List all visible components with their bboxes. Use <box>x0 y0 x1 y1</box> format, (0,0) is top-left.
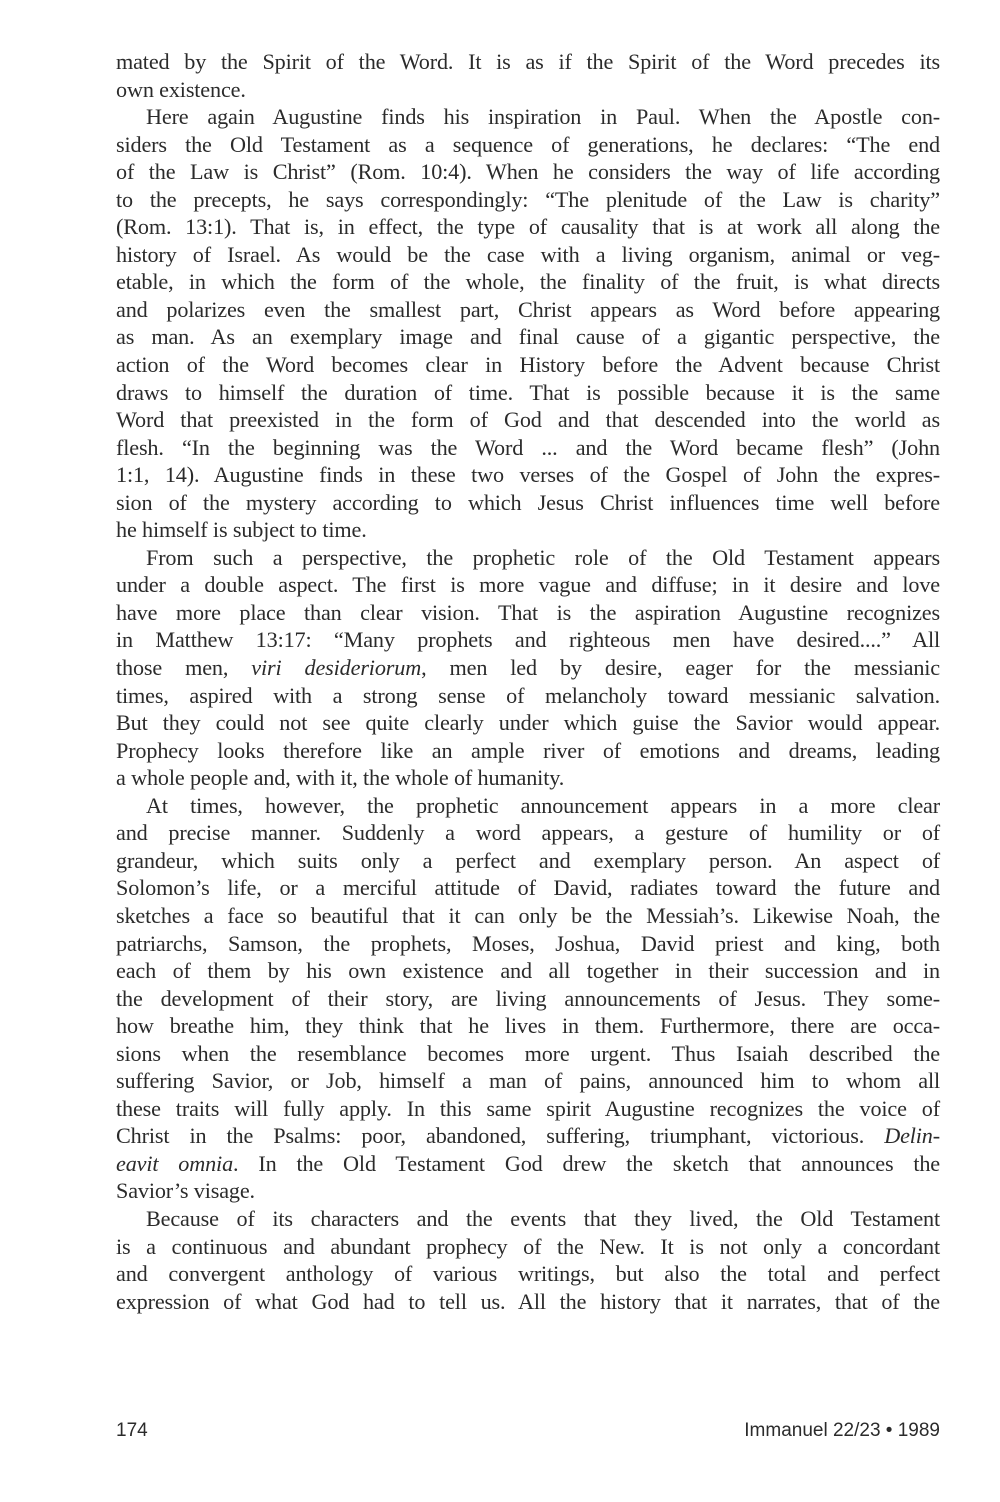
text-line: (Rom. 13:1). That is, in effect, the type of causality that is at work all along the <box>116 214 940 240</box>
text-line: action of the Word becomes clear in History before the Advent because Christ <box>116 352 940 378</box>
text-line: history of Israel. As would be the case with a living organism, animal or veg- <box>116 241 940 267</box>
text-line: is a continuous and abundant prophecy of the New. It is not only a concordant <box>116 1233 940 1259</box>
text-line: and polarizes even the smallest part, Christ appears as Word before appearing <box>116 296 940 322</box>
text-line: times, aspired with a strong sense of melancholy toward messianic salvation. <box>116 682 940 708</box>
text-line: At times, however, the prophetic announcement appears in a more clear <box>146 792 940 818</box>
text-line: own existence. <box>116 76 246 102</box>
page-body <box>116 48 940 1315</box>
text-line: each of them by his own existence and all together in their succession and in <box>116 958 940 984</box>
text-line: he himself is subject to time. <box>116 517 367 543</box>
text-line: mated by the Spirit of the Word. It is as if the Spirit of the Word precedes its <box>116 49 940 74</box>
text-line: siders the Old Testament as a sequence of generations, he declares: “The end <box>116 131 940 157</box>
text-line: the development of their story, are living announcements of Jesus. They some- <box>116 985 940 1011</box>
text-line: But they could not see quite clearly under which guise the Savior would appear. <box>116 710 940 736</box>
text-line: of the Law is Christ” (Rom. 10:4). When he considers the way of life according <box>116 159 940 185</box>
text-line: 1:1, 14). Augustine finds in these two verses of the Gospel of John the expres- <box>116 462 940 488</box>
text-line: have more place than clear vision. That is the aspiration Augustine recognizes <box>116 599 940 625</box>
text-line: flesh. “In the beginning was the Word ... and the Word became flesh” (John <box>116 434 940 460</box>
text-line: those men, viri desideriorum, men led by desire, eager for the messianic <box>116 655 940 681</box>
text-line: patriarchs, Samson, the prophets, Moses, Joshua, David priest and king, both <box>116 930 940 956</box>
text-line: suffering Savior, or Job, himself a man of pains, announced him to whom all <box>116 1068 940 1094</box>
text-line: Because of its characters and the events that they lived, the Old Testament <box>146 1205 940 1231</box>
text-line: these traits will fully apply. In this same spirit Augustine recognizes the voice of <box>116 1095 940 1121</box>
text-line: under a double aspect. The first is more vague and diffuse; in it desire and love <box>116 572 940 598</box>
page-number: 174 <box>116 1420 148 1441</box>
text-line: Christ in the Psalms: poor, abandoned, suffering, triumphant, victorious. Delin- <box>116 1123 940 1149</box>
text-line: sketches a face so beautiful that it can only be the Messiah’s. Likewise Noah, the <box>116 902 940 928</box>
text-line: a whole people and, with it, the whole of humanity. <box>116 765 565 791</box>
paragraph <box>116 103 940 544</box>
text-line: Solomon’s life, or a merciful attitude of David, radiates toward the future and <box>116 875 940 901</box>
page-footer <box>116 1418 940 1444</box>
text-line: sions when the resemblance becomes more urgent. Thus Isaiah described the <box>116 1040 940 1066</box>
text-line: grandeur, which suits only a perfect and exemplary person. An aspect of <box>116 847 940 873</box>
text-line: From such a perspective, the prophetic role of the Old Testament appears <box>146 544 940 570</box>
text-line: Here again Augustine finds his inspiration in Paul. When the Apostle con- <box>146 104 940 130</box>
text-line: and convergent anthology of various writings, but also the total and perfect <box>116 1261 940 1287</box>
text-line: as man. As an exemplary image and final cause of a gigantic perspective, the <box>116 324 940 350</box>
text-line: draws to himself the duration of time. That is possible because it is the same <box>116 379 940 405</box>
text-line: Prophecy looks therefore like an ample river of emotions and dreams, leading <box>116 737 940 763</box>
italic-phrase: eavit omnia <box>116 1150 234 1176</box>
paragraph <box>116 48 940 103</box>
text-line: how breathe him, they think that he lives in them. Furthermore, there are occa- <box>116 1013 940 1039</box>
text-line: in Matthew 13:17: “Many prophets and righteous men have desired....” All <box>116 627 940 653</box>
paragraph <box>116 1205 940 1315</box>
paragraph <box>116 792 940 1205</box>
text-line: to the precepts, he says correspondingly: “The plenitude of the Law is charity” <box>116 186 940 212</box>
text-line: eavit omnia. In the Old Testament God drew the sketch that announces the <box>116 1150 941 1176</box>
italic-phrase: viri desideriorum <box>251 655 422 681</box>
text-line: sion of the mystery according to which Jesus Christ influences time well before <box>116 489 940 515</box>
text-line: Word that preexisted in the form of God and that descended into the world as <box>116 407 940 433</box>
italic-phrase: Delin- <box>884 1123 940 1149</box>
text-line: and precise manner. Suddenly a word appears, a gesture of humility or of <box>116 820 940 846</box>
text-line: etable, in which the form of the whole, the finality of the fruit, is what directs <box>116 269 940 295</box>
journal-citation: Immanuel 22/23 • 1989 <box>744 1420 940 1441</box>
text-line: Savior’s visage. <box>116 1178 255 1204</box>
text-line: expression of what God had to tell us. All the history that it narrates, that of the <box>116 1288 940 1314</box>
paragraph <box>116 544 940 792</box>
